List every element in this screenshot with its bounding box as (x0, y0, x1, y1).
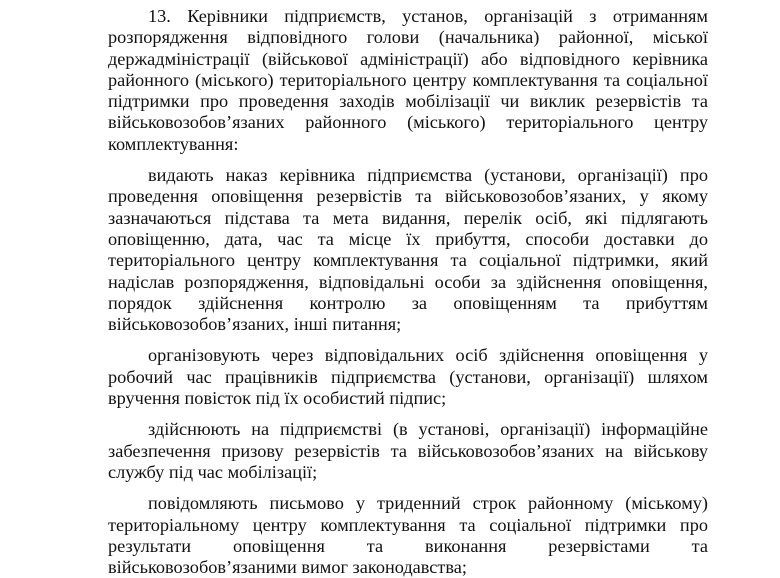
paragraph-organize-notification: організовують через відповідальних осіб здійснення оповіщення у робочий час працівників підприємства (установи, організації) шляхом вручення повісток під їх особистий підпис; (108, 345, 708, 409)
paragraph-report-results: повідомляють письмово у триденний строк районному (міському) територіальному центру комплектування та соціальної підтримки про результати оповіщення та виконання резервістами та військовозобов’язаними вимог законодавства; (108, 493, 708, 578)
paragraph-issue-order: видають наказ керівника підприємства (установи, організації) про проведення оповіщення резервістів та військовозобов’язаних, у якому зазначаються підстава та мета видання, перелік осіб, які підлягають оповіщенню, дата, час та місце їх прибуття, способи доставки до територіального центру комплектування та соціальної підтримки, який надіслав розпорядження, відповідальні особи за здійснення оповіщення, порядок здійснення контролю за оповіщенням та прибуттям військовозобов’язаних, інші питання; (108, 165, 708, 335)
document-page (108, 6, 708, 578)
paragraph-information-support: здійснюють на підприємстві (в установі, організації) інформаційне забезпечення призову резервістів та військовозобов’язаних на військову службу під час мобілізації; (108, 419, 708, 482)
paragraph-13-intro: 13. Керівники підприємств, установ, організацій з отриманням розпорядження відповідного голови (начальника) районної, міської держадміністрації (військової адміністрації) або відповідного керівника районного (міського) територіального центру комплектування та соціальної підтримки про проведення заходів мобілізації чи виклик резервістів та військовозобов’язаних районного (міського) територіального центру комплектування: (108, 6, 708, 154)
